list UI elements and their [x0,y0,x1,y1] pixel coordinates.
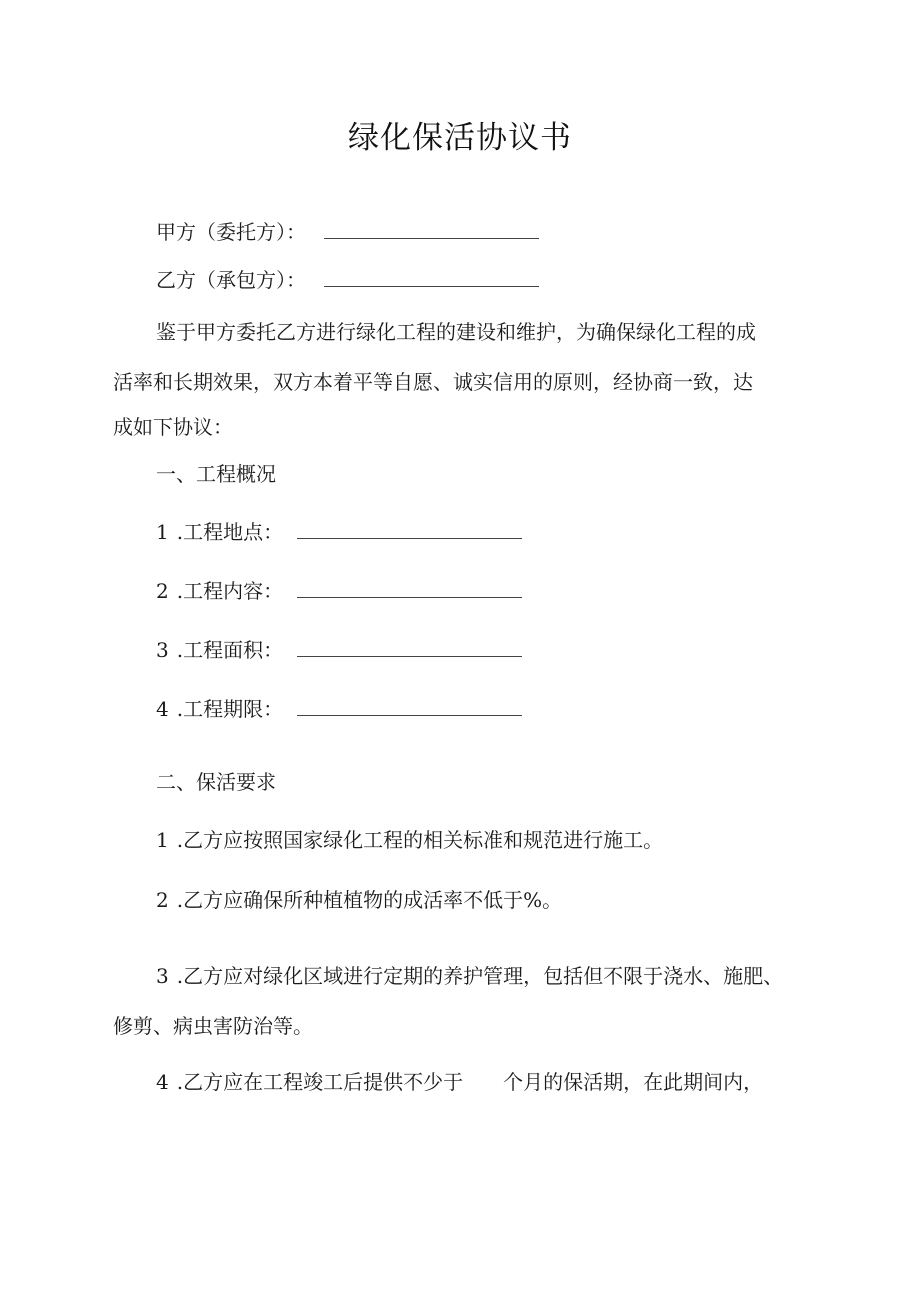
item-number: 2 [156,579,169,603]
requirement-item-4 [156,1068,763,1096]
item-number: 4 [156,1070,169,1094]
preamble-line-3: 成如下协议： [113,415,233,439]
item-number: 4 [156,697,169,721]
item-number: 1 [156,520,169,544]
document-title: 绿化保活协议书 [348,120,572,156]
party-a-blank[interactable] [324,218,539,239]
party-b-label: 乙方（承包方）： [156,268,306,292]
item-text-before: .乙方应在工程竣工后提供不少于 [176,1070,464,1094]
item-number: 2 [156,888,169,912]
location-blank[interactable] [297,518,522,539]
requirement-item-2 [156,886,562,914]
item-label: .工程地点： [176,520,284,544]
item-number: 1 [156,828,169,852]
project-item-area [156,636,522,664]
duration-blank[interactable] [297,695,522,716]
project-item-duration [156,695,522,723]
requirement-item-3 [156,962,783,990]
section1-heading: 一、工程概况 [156,462,276,486]
project-item-location [156,518,522,546]
item-label: .工程面积： [176,638,284,662]
item-text: .乙方应按照国家绿化工程的相关标准和规范进行施工。 [176,828,664,852]
requirement-item-1 [156,826,663,854]
section2-heading: 二、保活要求 [156,770,276,794]
project-item-content [156,577,522,605]
party-b-blank[interactable] [324,266,539,287]
content-blank[interactable] [297,577,522,598]
item-number: 3 [156,638,169,662]
party-a-label: 甲方（委托方）： [156,220,306,244]
item-number: 3 [156,964,169,988]
item-label: .工程内容： [176,579,284,603]
item-text: .乙方应确保所种植植物的成活率不低于%。 [176,888,563,912]
preamble-line-2: 活率和长期效果，双方本着平等自愿、诚实信用的原则，经协商一致，达 [113,370,753,394]
item-text-after: 个月的保活期，在此期间内， [503,1070,764,1094]
area-blank[interactable] [297,636,522,657]
item-text-line1: .乙方应对绿化区域进行定期的养护管理，包括但不限于浇水、施肥、 [176,964,784,988]
item-label: .工程期限： [176,697,284,721]
requirement-item-3-continuation: 修剪、病虫害防治等。 [113,1014,313,1038]
party-b-line [156,266,539,294]
preamble-line-1: 鉴于甲方委托乙方进行绿化工程的建设和维护，为确保绿化工程的成 [156,320,756,344]
party-a-line [156,218,539,246]
